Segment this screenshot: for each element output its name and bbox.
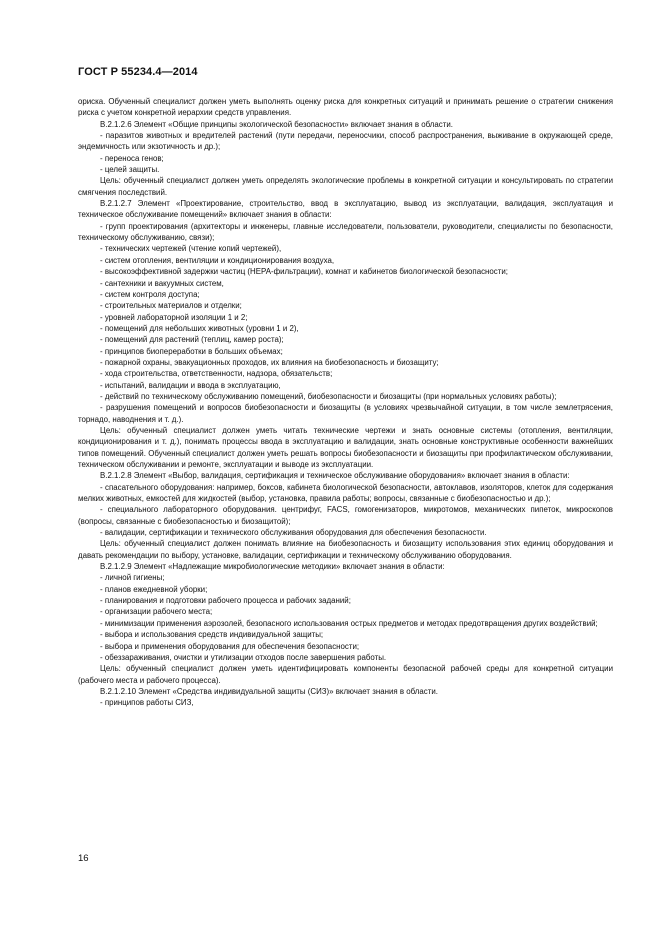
paragraph: В.2.1.2.10 Элемент «Средства индивидуальной защиты (СИЗ)» включает знания в области. bbox=[100, 686, 438, 696]
list-item: - групп проектирования (архитекторы и инженеры, главные исследователи, пользователи, руководители, специалисты по безопасности, техническому обслуживанию, связи); bbox=[78, 221, 613, 243]
list-item: - целей защиты. bbox=[100, 165, 160, 175]
list-item: - разрушения помещений и вопросов биобезопасности и биозащиты (в условиях чрезвычайной ситуации, в том числе землетрясения, торнадо, наводнения и т. д.). bbox=[78, 403, 613, 424]
list-item: - организации рабочего места; bbox=[100, 607, 213, 617]
list-item: - планирования и подготовки рабочего процесса и рабочих заданий; bbox=[100, 596, 351, 606]
paragraph: В.2.1.2.8 Элемент «Выбор, валидация, сертификация и техническое обслуживание оборудования» включает знания в области: bbox=[100, 471, 570, 481]
list-item: - обеззараживания, очистки и утилизации отходов после завершения работы. bbox=[100, 652, 387, 662]
list-item: - переноса генов; bbox=[100, 153, 164, 163]
paragraph: В.2.1.2.7 Элемент «Проектирование, строительство, ввод в эксплуатацию, вывод из эксплуатации, валидация, эксплуатация и техническое обслуживание помещений» включает знания в области: bbox=[78, 199, 613, 220]
list-item: - действий по техническому обслуживанию помещений, биобезопасности и биозащиты (при нормальных условиях работы); bbox=[100, 391, 557, 401]
list-item: - хода строительства, ответственности, надзора, обязательств; bbox=[100, 369, 333, 379]
list-item: - выбора и использования средств индивидуальной защиты; bbox=[100, 630, 324, 640]
list-item: - выбора и применения оборудования для обеспечения безопасности; bbox=[100, 641, 360, 651]
paragraph: В.2.1.2.9 Элемент «Надлежащие микробиологические методики» включает знания в области: bbox=[100, 562, 445, 572]
list-item: - помещений для растений (теплиц, камер роста); bbox=[100, 335, 284, 345]
document-header: ГОСТ Р 55234.4—2014 bbox=[78, 66, 198, 78]
list-item: - технических чертежей (чтение копий чертежей), bbox=[100, 244, 282, 254]
paragraph: Цель: обученный специалист должен уметь читать технические чертежи и знать основные системы (отопления, вентиляции, кондиционирования и т. д.), понимать процессы ввода в эксплуатацию и валидации, знать основные конструктивные особенности важнейших типов помещений. Обученный специалист должен уметь решать вопросы биобезопасности и биозащиты при профилактическом обслуживании, техническом обслуживании и ремонте, эксплуатации и выводе из эксплуатации. bbox=[78, 425, 613, 469]
list-item: - валидации, сертификации и технического обслуживания оборудования для обеспечения безопасности. bbox=[100, 528, 487, 538]
paragraph: ориска. Обученный специалист должен уметь выполнять оценку риска для конкретных ситуаций и принимать решение о стратегии снижения риска с учетом конкретной иерархии средств управления. bbox=[78, 97, 613, 118]
list-item: - личной гигиены; bbox=[100, 573, 165, 583]
paragraph: В.2.1.2.6 Элемент «Общие принципы экологической безопасности» включает знания в области. bbox=[100, 119, 453, 129]
list-item: - испытаний, валидации и ввода в эксплуатацию, bbox=[100, 380, 281, 390]
list-item: - систем отопления, вентиляции и кондиционирования воздуха, bbox=[100, 255, 335, 265]
list-item: - сантехники и вакуумных систем, bbox=[100, 278, 224, 288]
list-item: - специального лабораторного оборудования. центрифуг, FACS, гомогенизаторов, микротомов, механических пипеток, микроскопов (вопросы, связанные с биобезопасностью и биозащитой); bbox=[78, 505, 613, 526]
list-item: - минимизации применения аэрозолей, безопасного использования острых предметов и методах предотвращения других воздействий; bbox=[100, 618, 598, 628]
list-item: - систем контроля доступа; bbox=[100, 289, 200, 299]
list-item: - помещений для небольших животных (уровни 1 и 2), bbox=[100, 323, 299, 333]
document-body bbox=[78, 96, 613, 709]
list-item: - спасательного оборудования: например, боксов, кабинета биологической безопасности, автоклавов, изоляторов, клеток для содержания мелких животных, емкостей для жидкостей (выбор, установка, правила работы; вопросы, связанные с биобезопасностью и др.); bbox=[78, 482, 613, 504]
list-item: - строительных материалов и отделки; bbox=[100, 301, 242, 311]
page-number: 16 bbox=[78, 853, 89, 864]
list-item: - паразитов животных и вредителей растений (пути передачи, переносчики, способ распространения, выживание в окружающей среде, эндемичность или экзотичность и др.); bbox=[78, 131, 613, 152]
list-item: - принципов биопереработки в больших объемах; bbox=[100, 346, 283, 356]
list-item: - высокоэффективной задержки частиц (HEPA-фильтрации), комнат и кабинетов биологической безопасности; bbox=[100, 267, 508, 277]
paragraph: Цель: обученный специалист должен уметь идентифицировать компоненты безопасной рабочей среды для конкретной ситуации (рабочего места и рабочего процесса). bbox=[78, 664, 613, 685]
list-item: - уровней лабораторной изоляции 1 и 2; bbox=[100, 312, 248, 322]
list-item: - принципов работы СИЗ, bbox=[100, 698, 194, 708]
list-item: - планов ежедневной уборки; bbox=[100, 584, 208, 594]
list-item: - пожарной охраны, эвакуационных проходов, их влияния на биобезопасность и биозащиту; bbox=[100, 357, 439, 367]
paragraph: Цель: обученный специалист должен понимать влияние на биобезопасность и биозащиту использования этих единиц оборудования и давать рекомендации по выбору, установке, валидации, сертификации и техническому обслуживанию оборудования. bbox=[78, 539, 613, 560]
paragraph: Цель: обученный специалист должен уметь определять экологические проблемы в конкретной ситуации и консультировать по стратегии смягчения последствий. bbox=[78, 176, 613, 197]
